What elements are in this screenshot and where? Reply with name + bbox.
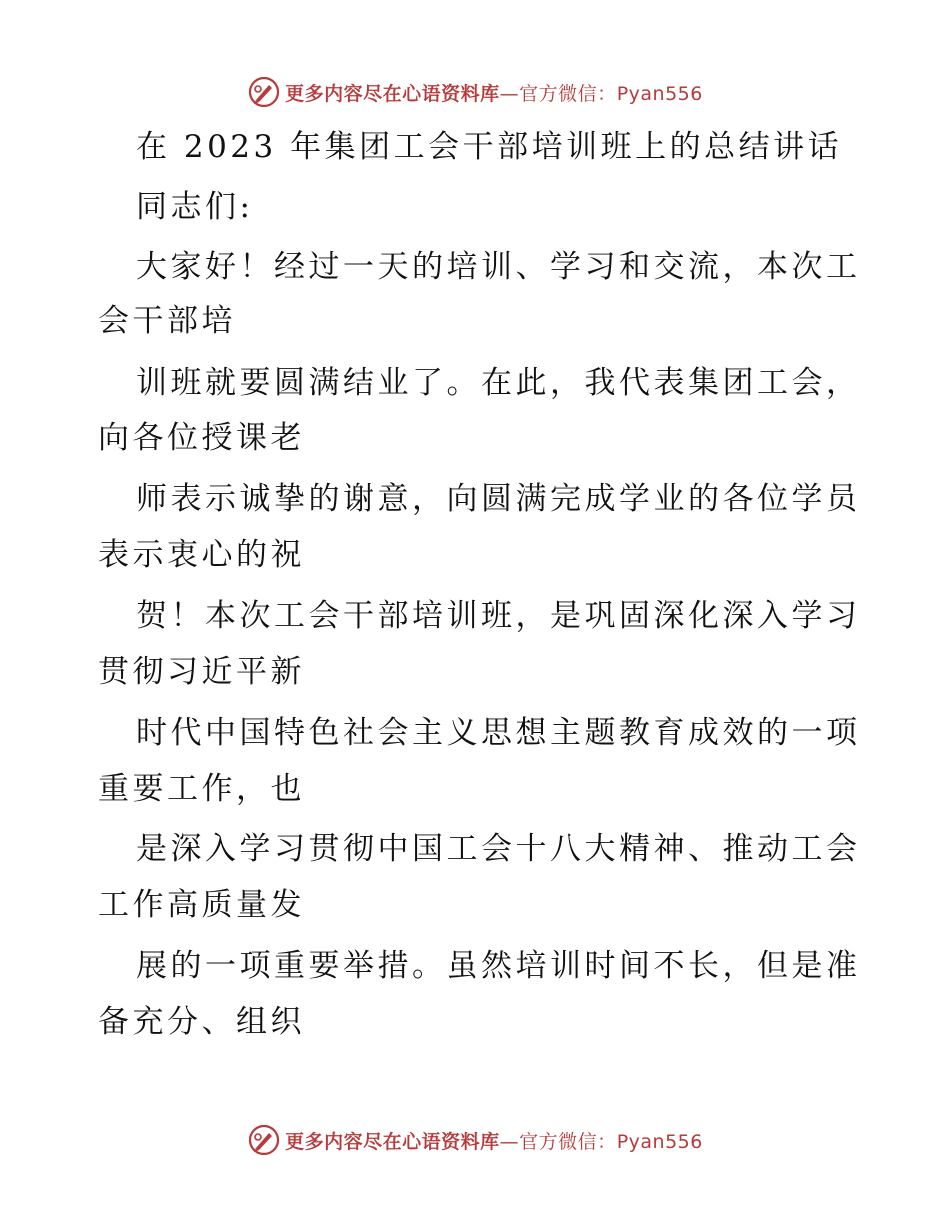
watermark-separator: — (499, 82, 520, 105)
paragraph-line: 师表示诚挚的谢意，向圆满完成学业的各位学员 (136, 481, 861, 517)
paragraph-line: 大家好！经过一天的培训、学习和交流，本次工 (136, 249, 861, 285)
watermark-suffix: 官方微信： (519, 1130, 617, 1153)
greeting: 同志们: (136, 189, 254, 225)
watermark-header (0, 72, 950, 112)
paragraph-line: 会干部培 (98, 303, 236, 339)
paragraph-line: 备充分、组织 (98, 1004, 305, 1040)
document-title: 在 2023 年集团工会干部培训班上的总结讲话 (136, 129, 843, 165)
paragraph-line: 贺！本次工会干部培训班，是巩固深化深入学习 (136, 598, 861, 634)
watermark-brand: 更多内容尽在心语资料库 (285, 82, 500, 105)
watermark-brand: 更多内容尽在心语资料库 (285, 1130, 500, 1153)
watermark-text (285, 1127, 703, 1154)
paragraph-line: 向各位授课老 (98, 420, 305, 456)
paragraph-line: 重要工作，也 (98, 771, 305, 807)
watermark-separator: — (499, 1130, 520, 1153)
watermark-suffix: 官方微信： (519, 82, 617, 105)
watermark-footer (0, 1120, 950, 1160)
paragraph-line: 表示衷心的祝 (98, 537, 305, 573)
paragraph-line: 时代中国特色社会主义思想主题教育成效的一项 (136, 715, 861, 751)
paragraph-line: 训班就要圆满结业了。在此，我代表集团工会， (136, 365, 861, 401)
watermark-wechat-id: Pyan556 (616, 82, 703, 105)
watermark-wechat-id: Pyan556 (616, 1130, 703, 1153)
pen-logo-icon (247, 1123, 281, 1157)
paragraph-line: 是深入学习贯彻中国工会十八大精神、推动工会 (136, 831, 861, 867)
paragraph-line: 展的一项重要举措。虽然培训时间不长，但是准 (136, 948, 861, 984)
paragraph-line: 贯彻习近平新 (98, 654, 305, 690)
watermark-text (285, 79, 703, 106)
pen-logo-icon (247, 75, 281, 109)
paragraph-line: 工作高质量发 (98, 887, 305, 923)
